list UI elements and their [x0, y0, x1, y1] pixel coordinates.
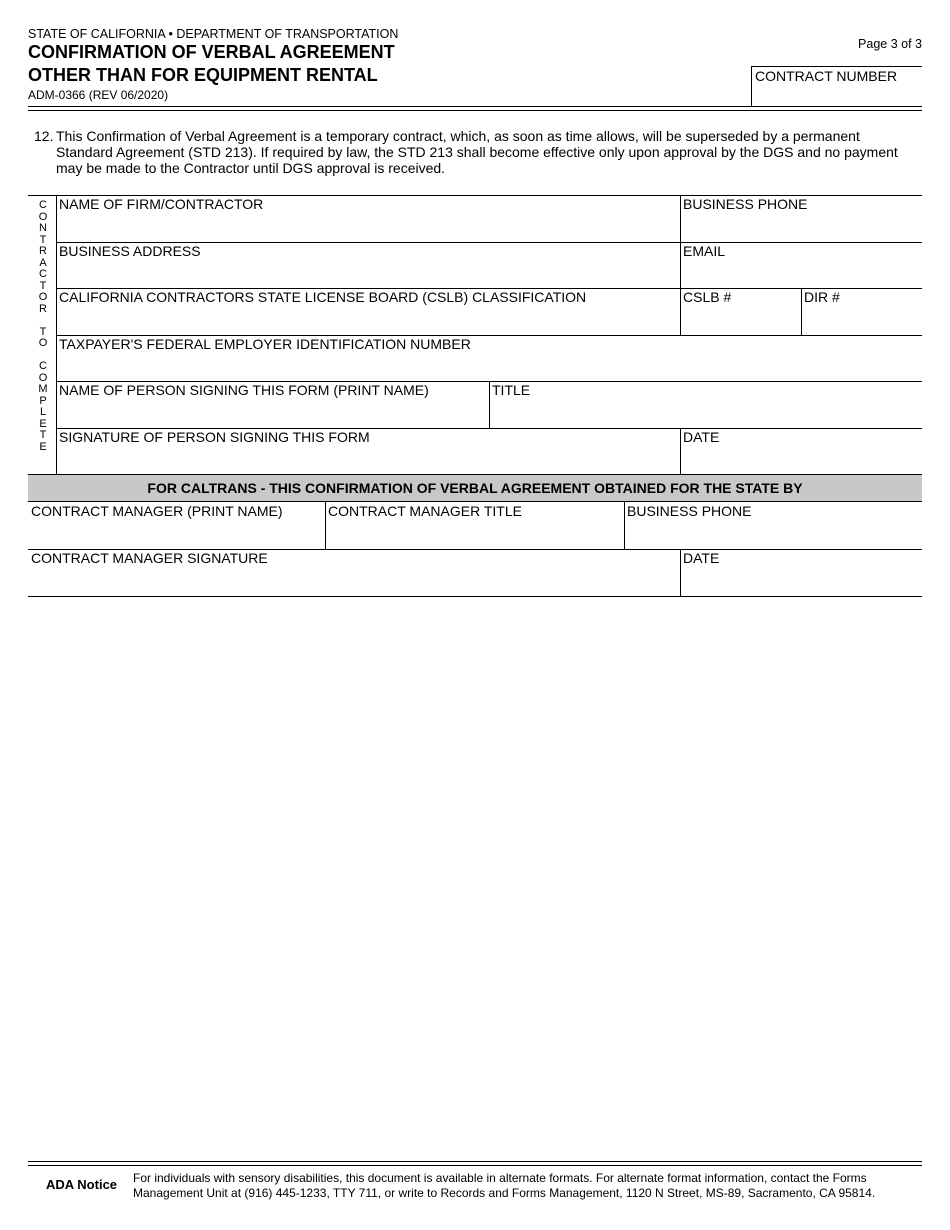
side-label-letter: E — [39, 440, 47, 453]
side-label-letter: O — [38, 371, 48, 384]
ada-notice-text-line2: Management Unit at (916) 445-1233, TTY 711, or write to Records and Forms Management, 1120 N Street, MS-89, Sacramento, CA 95814. — [133, 1186, 876, 1200]
agency-name: STATE OF CALIFORNIA • DEPARTMENT OF TRANSPORTATION — [28, 27, 399, 41]
side-label-letter: T — [39, 233, 47, 246]
side-label-letter: T — [39, 429, 47, 441]
contract-number-box[interactable] — [751, 66, 922, 107]
ada-notice-text-line1: For individuals with sensory disabilities, this document is available in alternate formats. For alternate format information, contact the Forms — [133, 1171, 867, 1185]
side-label-letter: A — [39, 256, 47, 269]
manager-date-label: DATE — [683, 550, 720, 566]
side-label-letter: M — [38, 383, 48, 395]
firm-name-field[interactable] — [57, 196, 680, 242]
manager-signature-field[interactable] — [28, 550, 680, 596]
manager-phone-field[interactable] — [625, 503, 922, 549]
side-label-letter: O — [38, 337, 48, 349]
signer-name-label: NAME OF PERSON SIGNING THIS FORM (PRINT NAME) — [59, 382, 429, 398]
dir-number-field[interactable] — [802, 289, 922, 335]
side-label-letter: T — [39, 325, 47, 338]
cslb-number-label: CSLB # — [683, 289, 732, 305]
ada-notice-label: ADA Notice — [46, 1177, 118, 1192]
signature-date-label: DATE — [683, 429, 720, 445]
side-label-letter: C — [39, 268, 47, 280]
item12-text-line2: Standard Agreement (STD 213). If required by law, the STD 213 shall become effective only upon approval by the DGS and no payment — [56, 144, 898, 160]
contract-number-label: CONTRACT NUMBER — [755, 68, 898, 84]
header-rule-bottom — [28, 110, 922, 111]
page-number: Page 3 of 3 — [858, 37, 922, 51]
caltrans-banner-text: FOR CALTRANS - THIS CONFIRMATION OF VERBAL AGREEMENT OBTAINED FOR THE STATE BY — [147, 480, 803, 496]
side-label-letter: P — [39, 394, 47, 407]
caltrans-rule-2 — [28, 596, 922, 597]
footer-rule-bottom — [28, 1165, 922, 1166]
cslb-classification-label: CALIFORNIA CONTRACTORS STATE LICENSE BOARD (CSLB) CLASSIFICATION — [59, 289, 587, 305]
signer-name-field[interactable] — [57, 382, 489, 428]
business-phone-label: BUSINESS PHONE — [683, 196, 808, 212]
signature-field[interactable] — [57, 429, 680, 474]
item12-number: 12. — [34, 128, 54, 144]
side-label-letter: O — [38, 291, 48, 303]
side-label-letter: C — [39, 199, 47, 211]
manager-phone-label: BUSINESS PHONE — [627, 503, 752, 519]
manager-date-field[interactable] — [681, 550, 922, 596]
side-label-letter: C — [39, 360, 47, 372]
side-label-letter — [29, 315, 57, 327]
manager-title-label: CONTRACT MANAGER TITLE — [328, 503, 522, 519]
side-label-letter: E — [39, 417, 47, 430]
footer-rule-top — [28, 1161, 922, 1162]
side-label-letter: R — [39, 245, 47, 257]
form-number: ADM-0366 (REV 06/2020) — [28, 88, 169, 102]
item12-text-line1: This Confirmation of Verbal Agreement is a temporary contract, which, as soon as time allows, will be superseded by a permanent — [56, 128, 860, 144]
signature-label: SIGNATURE OF PERSON SIGNING THIS FORM — [59, 429, 370, 445]
dir-number-label: DIR # — [804, 289, 840, 305]
signer-title-label: TITLE — [492, 382, 531, 398]
business-address-label: BUSINESS ADDRESS — [59, 243, 201, 259]
signer-title-field[interactable] — [490, 382, 922, 428]
firm-name-label: NAME OF FIRM/CONTRACTOR — [59, 196, 264, 212]
side-label-letter: T — [39, 279, 47, 292]
email-field[interactable] — [681, 243, 922, 288]
side-label-letter: R — [39, 302, 47, 315]
form-title-line2: OTHER THAN FOR EQUIPMENT RENTAL — [28, 65, 378, 85]
contractor-to-complete-side-label — [29, 200, 57, 453]
manager-signature-label: CONTRACT MANAGER SIGNATURE — [31, 550, 268, 566]
fein-field[interactable] — [57, 336, 922, 381]
side-label-letter: N — [39, 222, 47, 234]
signature-date-field[interactable] — [681, 429, 922, 474]
manager-name-label: CONTRACT MANAGER (PRINT NAME) — [31, 503, 283, 519]
email-label: EMAIL — [683, 243, 726, 259]
manager-title-field[interactable] — [326, 503, 624, 549]
cslb-number-field[interactable] — [681, 289, 801, 335]
form-title-line1: CONFIRMATION OF VERBAL AGREEMENT — [28, 42, 395, 62]
item12-text-line3: may be made to the Contractor until DGS approval is received. — [56, 160, 446, 176]
caltrans-banner — [28, 475, 922, 502]
fein-label: TAXPAYER'S FEDERAL EMPLOYER IDENTIFICATION NUMBER — [59, 336, 471, 352]
manager-name-field[interactable] — [28, 503, 325, 549]
side-label-letter: O — [38, 210, 48, 223]
side-label-letter: L — [39, 406, 47, 418]
header-rule-top — [28, 106, 922, 107]
business-phone-field[interactable] — [681, 196, 922, 242]
business-address-field[interactable] — [57, 243, 680, 288]
cslb-classification-field[interactable] — [57, 289, 680, 335]
